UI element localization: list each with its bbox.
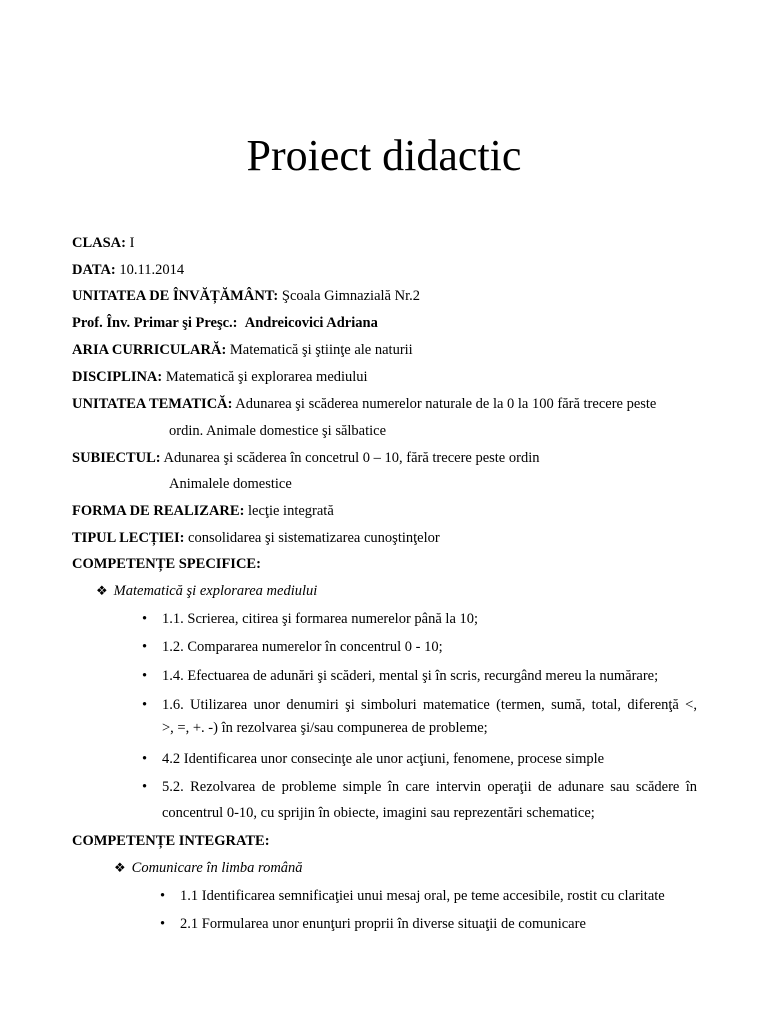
bullet-icon: •: [142, 751, 148, 767]
bullet-icon: •: [160, 916, 166, 932]
document-title: Proiect didactic: [246, 131, 522, 180]
bullet-icon: •: [142, 639, 148, 655]
field-disciplina: [72, 367, 368, 387]
bullet-icon: •: [160, 888, 166, 904]
field-value-continuation: ordin. Animale domestice şi sălbatice: [169, 423, 387, 439]
field-value: Adunarea şi scăderea numerelor naturale de la 0 la 100 fără trecere peste: [235, 396, 657, 412]
field-value: Matematică şi explorarea mediului: [165, 369, 368, 385]
field-subiectul: [72, 448, 539, 468]
diamond-bullet-icon: ❖: [96, 583, 108, 598]
list-item-text: 1.4. Efectuarea de adunări şi scăderi, mental şi în scris, recurgând mereu la numărare;: [162, 668, 659, 684]
field-value: Adunarea şi scăderea în concetrul 0 – 10, fără trecere peste ordin: [163, 450, 540, 466]
field-label: FORMA DE REALIZARE:: [72, 503, 245, 519]
bullet-icon: •: [142, 779, 148, 795]
list-item-text-continuation: >, =, +. -) în rezolvarea şi/sau compunerea de probleme;: [162, 720, 488, 736]
list-item: [142, 609, 697, 629]
field-value: Andreicovici Adriana: [244, 315, 378, 331]
list-item-text: 2.1 Formularea unor enunţuri proprii în diverse situaţii de comunicare: [180, 916, 586, 932]
list-item: [142, 777, 697, 823]
subject-heading: [96, 581, 317, 601]
field-value: 10.11.2014: [119, 262, 185, 278]
field-value: consolidarea şi sistematizarea cunoştinţelor: [188, 530, 440, 546]
list-item-text: 4.2 Identificarea unor consecinţe ale unor acţiuni, fenomene, procese simple: [162, 751, 605, 767]
field-value-continuation: Animalele domestice: [169, 476, 292, 492]
list-item-text: 1.2. Compararea numerelor în concentrul 0 - 10;: [162, 639, 443, 655]
field-forma: [72, 501, 334, 521]
field-value: Matematică şi ştiinţe ale naturii: [229, 342, 413, 358]
field-label: UNITATEA DE ÎNVĂȚĂMÂNT:: [72, 288, 279, 304]
section-heading-competente-specifice: COMPETENȚE SPECIFICE:: [72, 556, 261, 572]
field-unitatea: [72, 286, 420, 306]
list-item-text-continuation: concentrul 0-10, cu sprijin în obiecte, imagini sau reprezentări schematice;: [162, 805, 595, 821]
list-item-text: 1.1. Scrierea, citirea şi formarea numerelor până la 10;: [162, 611, 479, 627]
list-item: [142, 666, 697, 686]
list-item: [142, 695, 697, 738]
field-tipul: [72, 528, 440, 548]
field-label: Prof. Înv. Primar şi Preşc.:: [72, 315, 238, 331]
subject-label: Matematică şi explorarea mediului: [113, 583, 318, 599]
list-item: [142, 637, 697, 657]
field-label: UNITATEA TEMATICĂ:: [72, 396, 233, 412]
field-unitatea-tematica: [72, 394, 656, 414]
field-data: [72, 260, 184, 280]
field-label: CLASA:: [72, 235, 126, 251]
list-item-text: 1.6. Utilizarea unor denumiri şi simboluri matematice (termen, sumă, total, diferenţă <,: [162, 697, 697, 713]
subject-label: Comunicare în limba română: [131, 860, 303, 876]
subject-heading: [114, 858, 303, 878]
field-aria: [72, 340, 413, 360]
list-item: [160, 886, 720, 906]
field-label: SUBIECTUL:: [72, 450, 161, 466]
list-item-text: 1.1 Identificarea semnificaţiei unui mesaj oral, pe teme accesibile, rostit cu claritate: [180, 888, 665, 904]
field-label: DISCIPLINA:: [72, 369, 163, 385]
bullet-icon: •: [142, 611, 148, 627]
field-label: ARIA CURRICULARĂ:: [72, 342, 227, 358]
field-label: DATA:: [72, 262, 116, 278]
bullet-icon: •: [142, 697, 148, 713]
diamond-bullet-icon: ❖: [114, 860, 126, 875]
field-value: lecţie integrată: [248, 503, 334, 519]
field-label: TIPUL LECȚIEI:: [72, 530, 185, 546]
field-value: I: [129, 235, 135, 251]
list-item: [142, 749, 697, 769]
field-prof: [72, 313, 378, 333]
field-value: Şcoala Gimnazială Nr.2: [281, 288, 420, 304]
section-heading-competente-integrate: COMPETENȚE INTEGRATE:: [72, 833, 270, 849]
bullet-icon: •: [142, 668, 148, 684]
list-item-text: 5.2. Rezolvarea de probleme simple în care intervin operaţii de adunare sau scădere în: [162, 779, 697, 795]
list-item: [160, 914, 720, 934]
field-clasa: [72, 233, 134, 253]
